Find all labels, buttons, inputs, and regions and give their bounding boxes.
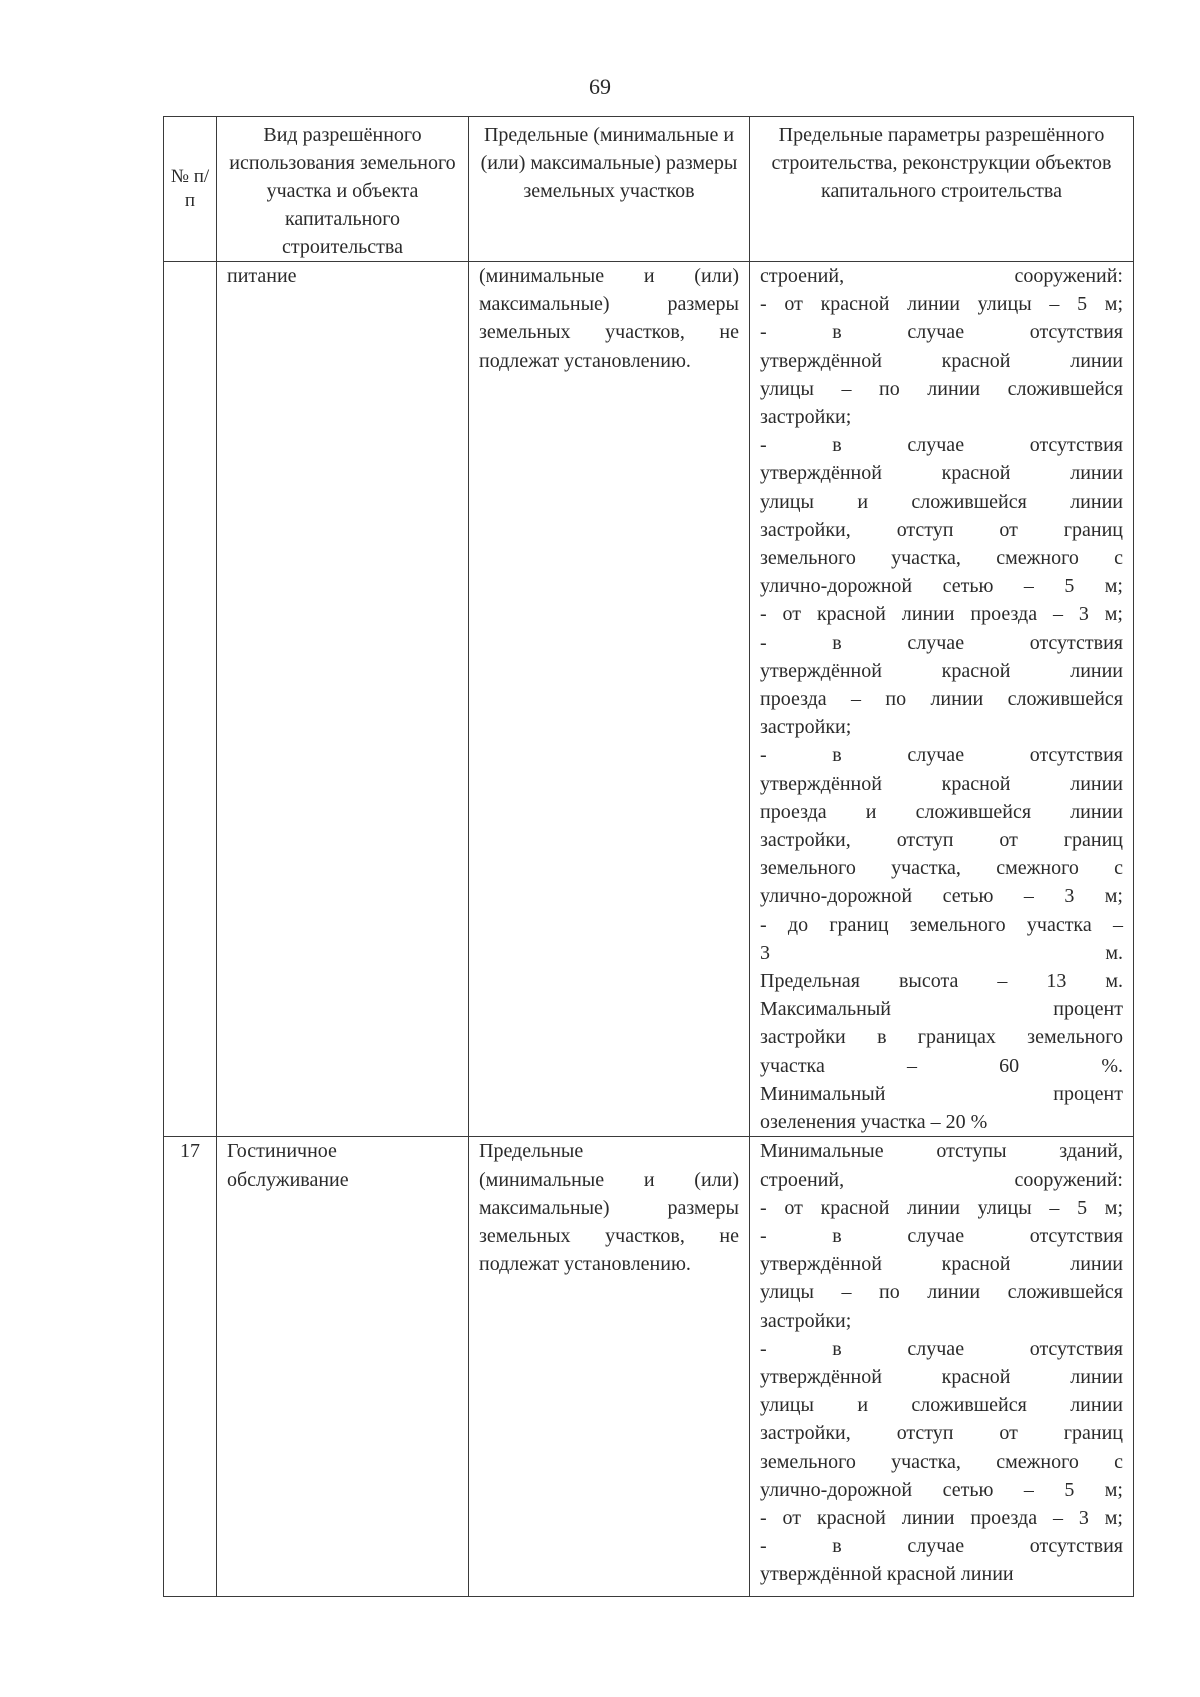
plot-size-line: максимальные) размеры — [479, 293, 739, 316]
plot-size-line: земельных участков, не — [479, 1224, 739, 1247]
plot-size-line: Предельные — [479, 1140, 584, 1163]
param-line: улично-дорожной сетью – 5 м; — [760, 1478, 1123, 1501]
permitted-use-line: Гостиничное — [227, 1140, 337, 1163]
param-line: - в случае отсутствия — [760, 434, 1123, 457]
param-line: строений, сооружений: — [760, 1168, 1123, 1191]
param-line: - в случае отсутствия — [760, 1535, 1123, 1558]
row-permitted-use — [217, 1137, 469, 1597]
param-line: Предельная высота – 13 м. — [760, 970, 1123, 993]
header-build-params-text: Предельные параметры разрешённого строительства, реконструкции объектов капитального строительства — [771, 124, 1112, 202]
param-line: - в случае отсутствия — [760, 1337, 1123, 1360]
land-use-table — [163, 116, 1134, 1597]
permitted-use-line: обслуживание — [227, 1168, 349, 1191]
param-line: проезда и сложившейся линии — [760, 800, 1123, 823]
param-line: строений, сооружений: — [760, 265, 1123, 287]
param-line: - от красной линии улицы – 5 м; — [760, 293, 1123, 316]
page-number: 69 — [589, 74, 611, 99]
param-line: застройки, отступ от границ — [760, 1422, 1123, 1445]
plot-size-line: земельных участков, не — [479, 321, 739, 344]
param-line: утверждённой красной линии — [760, 772, 1123, 795]
plot-size-line: (минимальные и (или) — [479, 1168, 739, 1191]
param-line: улицы и сложившейся линии — [760, 490, 1123, 513]
param-line: утверждённой красной линии — [760, 1365, 1123, 1388]
param-line: - от красной линии проезда – 3 м; — [760, 1506, 1123, 1529]
param-line: проезда – по линии сложившейся — [760, 688, 1123, 711]
param-line: - в случае отсутствия — [760, 321, 1123, 344]
header-build-params — [750, 117, 1134, 262]
plot-size-line: максимальные) размеры — [479, 1196, 739, 1219]
header-permitted-use-text: Вид разрешённого использования земельного участка и объекта капитального строительства — [229, 124, 456, 258]
row-build-params — [750, 262, 1134, 1137]
param-line: земельного участка, смежного с — [760, 547, 1123, 570]
param-line: 3 м. — [760, 941, 1123, 964]
param-line: улично-дорожной сетью – 3 м; — [760, 885, 1123, 908]
row-num: 17 — [164, 1137, 217, 1597]
param-line: утверждённой красной линии — [760, 349, 1123, 372]
param-line: - в случае отсутствия — [760, 744, 1123, 767]
row-plot-sizes — [469, 262, 750, 1137]
param-line: - от красной линии улицы – 5 м; — [760, 1196, 1123, 1219]
param-line: утверждённой красной линии — [760, 462, 1123, 485]
param-line: Минимальные отступы зданий, — [760, 1140, 1123, 1163]
param-line: утверждённой красной линии — [760, 1563, 1014, 1586]
header-num: № п/п — [164, 117, 217, 262]
row-num — [164, 262, 217, 1137]
param-line: улицы – по линии сложившейся — [760, 377, 1123, 400]
param-line: Максимальный процент — [760, 998, 1123, 1021]
param-line: Минимальный процент — [760, 1082, 1123, 1105]
param-line: застройки в границах земельного — [760, 1026, 1123, 1049]
row-build-params — [750, 1137, 1134, 1597]
param-line: земельного участка, смежного с — [760, 857, 1123, 880]
param-line: улично-дорожной сетью – 5 м; — [760, 575, 1123, 598]
param-line: - до границ земельного участка – — [760, 913, 1123, 936]
plot-size-line: (минимальные и (или) — [479, 265, 739, 287]
param-line: улицы и сложившейся линии — [760, 1394, 1123, 1417]
param-line: участка – 60 %. — [760, 1054, 1123, 1077]
param-line: земельного участка, смежного с — [760, 1450, 1123, 1473]
param-line: застройки, отступ от границ — [760, 518, 1123, 541]
param-line: застройки, отступ от границ — [760, 829, 1123, 852]
param-line: утверждённой красной линии — [760, 659, 1123, 682]
param-line: застройки; — [760, 716, 852, 739]
param-line: - от красной линии проезда – 3 м; — [760, 603, 1123, 626]
param-line: улицы – по линии сложившейся — [760, 1281, 1123, 1304]
header-permitted-use — [217, 117, 469, 262]
table-header-row — [164, 117, 1134, 262]
param-line: застройки; — [760, 406, 852, 429]
param-line: - в случае отсутствия — [760, 1224, 1123, 1247]
header-plot-sizes — [469, 117, 750, 262]
param-line: застройки; — [760, 1309, 852, 1332]
plot-size-line: подлежат установлению. — [479, 1253, 691, 1276]
param-line: озеленения участка – 20 % — [760, 1111, 988, 1134]
plot-size-line: подлежат установлению. — [479, 349, 691, 372]
param-line: утверждённой красной линии — [760, 1253, 1123, 1276]
row-permitted-use: питание — [217, 262, 469, 1137]
table-row — [164, 262, 1134, 1137]
header-plot-sizes-text: Предельные (минимальные и (или) максимальные) размеры земельных участков — [480, 124, 738, 202]
param-line: - в случае отсутствия — [760, 631, 1123, 654]
row-plot-sizes — [469, 1137, 750, 1597]
table-row — [164, 1137, 1134, 1597]
